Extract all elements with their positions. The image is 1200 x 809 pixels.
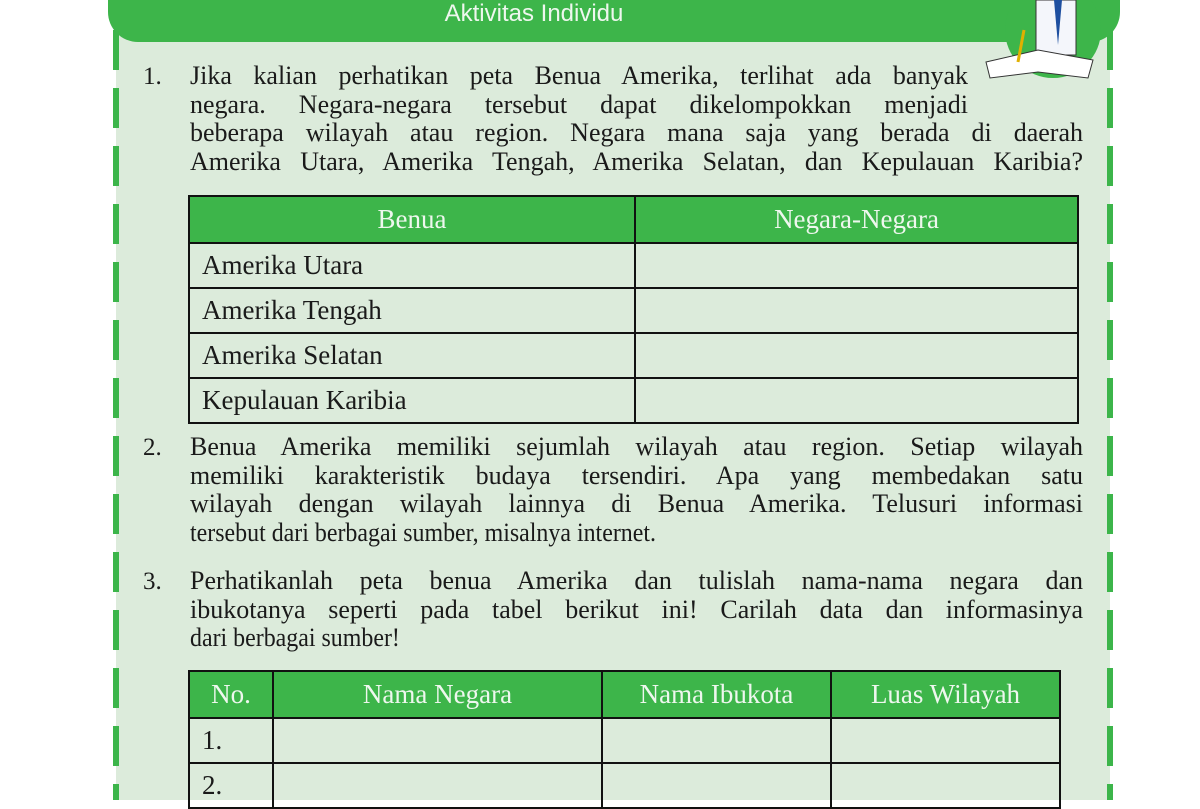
header-negara: Negara-Negara: [635, 196, 1078, 243]
item-text-line: negara. Negara-negara tersebut dapat dikelompokkan menjadi: [190, 89, 968, 119]
header-no: No.: [189, 671, 273, 718]
dashed-border-right: [1107, 30, 1113, 800]
countries-cell[interactable]: [635, 378, 1078, 423]
item-number: 1.: [143, 63, 162, 90]
capital-cell[interactable]: [602, 763, 831, 808]
header-benua: Benua: [189, 196, 635, 243]
table-row: [189, 288, 1078, 333]
item-text-line: Benua Amerika memiliki sejumlah wilayah atau region. Setiap wilayah: [190, 432, 1083, 461]
area-cell[interactable]: [831, 718, 1060, 763]
header-title: Aktivitas Individu: [444, 0, 624, 27]
table-row: [189, 333, 1078, 378]
item-text-line: memiliki karakteristik budaya tersendiri. Apa yang membedakan satu: [190, 460, 1083, 490]
country-name-cell[interactable]: [273, 718, 602, 763]
item-text-line: wilayah dengan wilayah lainnya di Benua Amerika. Telusuri informasi: [190, 489, 1083, 518]
country-table: [188, 670, 1061, 809]
table-row: [189, 243, 1078, 288]
item-number: 2.: [143, 434, 162, 461]
item-text-line: Amerika Utara, Amerika Tengah, Amerika Selatan, dan Kepulauan Karibia?: [190, 146, 1083, 176]
header-nama-negara: Nama Negara: [273, 671, 602, 718]
row-number: 1.: [189, 718, 273, 763]
item-number: 3.: [143, 568, 162, 595]
table-row: [189, 378, 1078, 423]
region-cell: Amerika Utara: [189, 243, 635, 288]
item-text-line: beberapa wilayah atau region. Negara mana saja yang berada di daerah: [190, 118, 1083, 147]
student-reading-illustration: [978, 0, 1108, 90]
table-row: [189, 763, 1060, 808]
area-cell[interactable]: [831, 763, 1060, 808]
item-text-line: Jika kalian perhatikan peta Benua Amerika, terlihat ada banyak: [190, 61, 968, 90]
header-luas-wilayah: Luas Wilayah: [831, 671, 1060, 718]
countries-cell[interactable]: [635, 333, 1078, 378]
activity-header: [108, 0, 1120, 42]
header-nama-ibukota: Nama Ibukota: [602, 671, 831, 718]
item-text-line: Perhatikanlah peta benua Amerika dan tulislah nama-nama negara dan: [190, 566, 1083, 595]
region-cell: Kepulauan Karibia: [189, 378, 635, 423]
country-name-cell[interactable]: [273, 763, 602, 808]
dashed-border-left: [113, 30, 119, 800]
region-cell: Amerika Selatan: [189, 333, 635, 378]
region-table: [188, 195, 1079, 424]
item-text-line: dari berbagai sumber!: [190, 623, 400, 652]
countries-cell[interactable]: [635, 243, 1078, 288]
countries-cell[interactable]: [635, 288, 1078, 333]
item-text-line: ibukotanya seperti pada tabel berikut ini! Carilah data dan informasinya: [190, 594, 1083, 624]
table-row: [189, 718, 1060, 763]
capital-cell[interactable]: [602, 718, 831, 763]
region-cell: Amerika Tengah: [189, 288, 635, 333]
item-text-line: tersebut dari berbagai sumber, misalnya internet.: [190, 517, 656, 547]
row-number: 2.: [189, 763, 273, 808]
